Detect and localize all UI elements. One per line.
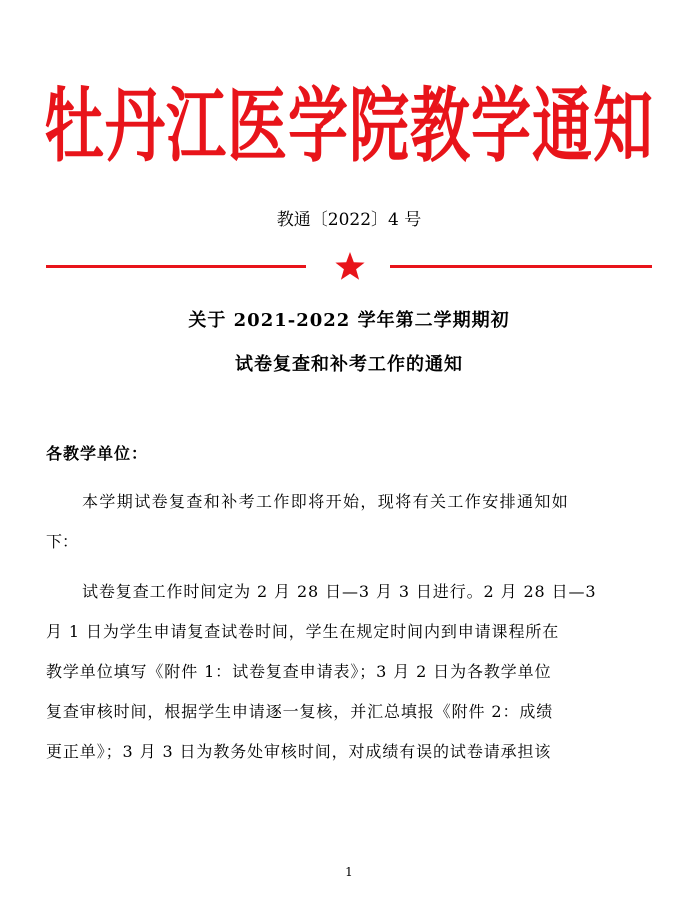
notice-title-line-2: 试卷复查和补考工作的通知 xyxy=(235,354,463,375)
salutation: 各教学单位： xyxy=(46,444,149,463)
intro-paragraph xyxy=(46,490,658,554)
schedule-paragraph xyxy=(46,580,658,780)
paragraph-line: 下： xyxy=(46,532,79,551)
paragraph-line: 教学单位填写《附件 1：试卷复查申请表》；3 月 2 日为各教学单位 xyxy=(46,662,552,681)
red-divider-left xyxy=(46,265,306,268)
masthead-title: 牡丹江医学院教学通知 xyxy=(44,79,654,175)
paragraph-line: 本学期试卷复查和补考工作即将开始，现将有关工作安排通知如 xyxy=(82,492,570,511)
document-number: 教通〔2022〕4 号 xyxy=(276,210,422,230)
star-icon xyxy=(334,250,366,282)
paragraph-line: 试卷复查工作时间定为 2 月 28 日—3 月 3 日进行。2 月 28 日—3 xyxy=(82,582,597,601)
paragraph-line: 更正单》；3 月 3 日为教务处审核时间，对成绩有误的试卷请承担该 xyxy=(46,742,552,761)
notice-title-line-1: 关于 2021-2022 学年第二学期期初 xyxy=(188,310,510,331)
red-divider-right xyxy=(390,265,652,268)
page-number: 1 xyxy=(345,865,353,879)
paragraph-line: 复查审核时间，根据学生申请逐一复核，并汇总填报《附件 2：成绩 xyxy=(46,702,554,721)
paragraph-line: 月 1 日为学生申请复查试卷时间，学生在规定时间内到申请课程所在 xyxy=(46,622,560,641)
